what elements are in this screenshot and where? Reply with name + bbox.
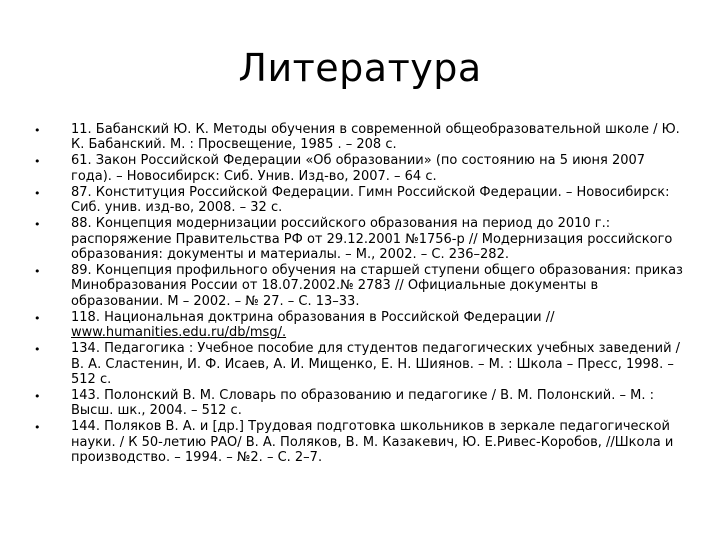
- reference-text: 88. Концепция модернизации российского образования на период до 2010 г.: распоряжение Правительства РФ от 29.12.2001 №1756-р // Модернизация российского образования: документы и материалы. – М., 2002. – С. 236–282.: [71, 216, 673, 263]
- reference-text: 134. Педагогика : Учебное пособие для студентов педагогических учебных заведений / В. А. Сластенин, И. Ф. Исаев, А. И. Мищенко, Е. Н. Шиянов. – М. : Школа – Пресс, 1998. – 512 с.: [71, 341, 681, 388]
- reference-item: [34, 419, 684, 465]
- bullet-icon: •: [34, 311, 41, 325]
- bullet-icon: •: [34, 265, 41, 279]
- reference-item: [34, 388, 684, 419]
- bullet-icon: •: [34, 155, 41, 169]
- slide-title: Литература: [238, 46, 482, 90]
- reference-text: 144. Поляков В. А. и [др.] Трудовая подготовка школьников в зеркале педагогической науки. / К 50-летию РАО/ В. А. Поляков, В. М. Казакевич, Ю. Е.Ривес-Коробов, //Школа и производство. – 1994. – №2. – С. 2–7.: [71, 419, 674, 466]
- bullet-icon: •: [34, 421, 41, 435]
- reference-text: 118. Национальная доктрина образования в Российской Федерации //: [71, 309, 555, 325]
- reference-text: 87. Конституция Российской Федерации. Гимн Российской Федерации. – Новосибирск: Сиб. унив. изд-во, 2008. – 32 с.: [71, 184, 670, 216]
- bullet-icon: •: [34, 186, 41, 200]
- bullet-icon: •: [34, 218, 41, 232]
- reference-text: 89. Концепция профильного обучения на старшей ступени общего образования: приказ Минобразования России от 18.07.2002.№ 2783 // Официальные документы в образовании. М – 2002. – № 27. – С. 13–33.: [71, 263, 683, 309]
- reference-text: 11. Бабанский Ю. К. Методы обучения в современной общеобразовательной школе / Ю. К. Бабанский. М. : Просвещение, 1985 . – 208 с.: [71, 122, 680, 153]
- reference-text: 143. Полонский В. М. Словарь по образованию и педагогике / В. М. Полонский. – М. : Высш. шк., 2004. – 512 с.: [71, 388, 654, 419]
- reference-item: [34, 310, 684, 341]
- reference-item: [34, 185, 684, 216]
- bullet-icon: •: [34, 343, 41, 357]
- reference-item: [34, 122, 684, 153]
- reference-list: [34, 122, 684, 466]
- reference-link[interactable]: www.humanities.edu.ru/db/msg/.: [71, 325, 287, 341]
- reference-item: [34, 341, 684, 387]
- bullet-icon: •: [34, 390, 41, 404]
- bullet-icon: •: [34, 124, 41, 137]
- reference-item: [34, 263, 684, 309]
- reference-item: [34, 153, 684, 184]
- reference-item: [34, 216, 684, 262]
- reference-text: 61. Закон Российской Федерации «Об образовании» (по состоянию на 5 июня 2007 года). – Новосибирск: Сиб. Унив. Изд-во, 2007. – 64 с.: [71, 153, 646, 184]
